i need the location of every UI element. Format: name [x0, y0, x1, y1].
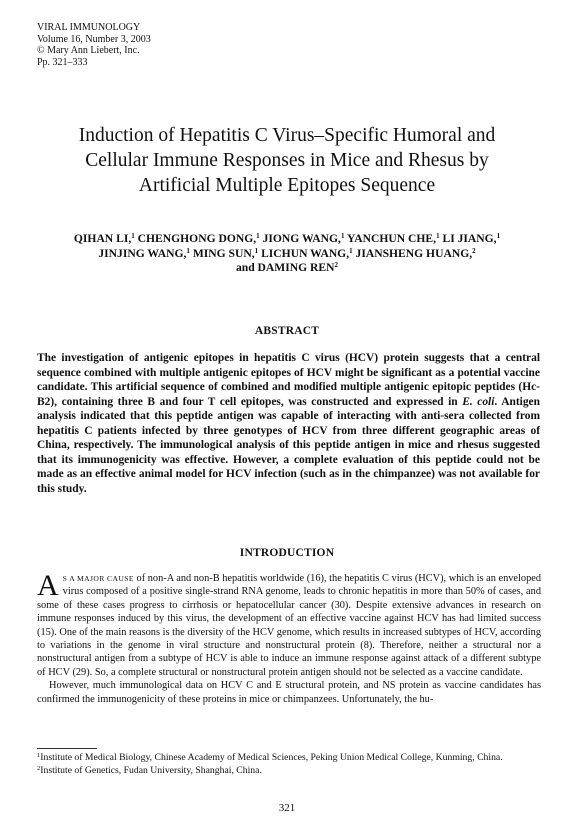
- body-paragraph: [37, 569, 542, 679]
- journal-volume: Volume 16, Number 3, 2003: [37, 33, 151, 45]
- author-name: LICHUN WANG,: [261, 246, 350, 260]
- author-name: and DAMING REN: [235, 261, 335, 274]
- affiliation-mark: 1: [340, 232, 345, 240]
- title-line: Induction of Hepatitis C Virus–Specific Humoral and: [78, 125, 496, 146]
- abstract-body: [37, 351, 540, 496]
- author-name: JIANSHENG HUANG,: [355, 246, 473, 260]
- author-name: JINJING WANG,: [98, 246, 187, 260]
- affiliation-mark: 1: [186, 246, 190, 255]
- affiliation-mark: 1: [256, 232, 260, 240]
- affiliation-mark: 1: [496, 232, 501, 240]
- footnote-mark: 2: [37, 764, 41, 772]
- footnotes: [37, 752, 541, 777]
- title-line: Cellular Immune Responses in Mice and Rhesus by: [85, 150, 489, 171]
- abstract-text: . Antigen analysis indicated that this peptide antigen was capable of interacting with anti-sera collected from hepatitis C patients infected by three genotypes of HCV from three different geographic areas of China, respectively. The immunological analysis of this peptide antigen in mice and rhesus suggested that its immunogenicity was effective. However, a complete evaluation of this peptide could not be made as an effective animal model for HCV infection (such as in the chimpanzee) was not available for this study.: [37, 395, 540, 495]
- abstract-paragraph: [37, 351, 540, 496]
- author-name: CHENGHONG DONG,: [137, 232, 257, 245]
- affiliation-mark: 2: [334, 261, 339, 269]
- abstract-heading: ABSTRACT: [254, 325, 320, 337]
- journal-pages: Pp. 321–333: [37, 56, 88, 68]
- affiliation-mark: 1: [131, 232, 135, 240]
- author-name: JIONG WANG,: [262, 232, 341, 245]
- author-name: QIHAN LI,: [73, 232, 132, 245]
- author-name: MING SUN,: [192, 246, 255, 260]
- affiliation-mark: 2: [472, 246, 476, 255]
- author-name: YANCHUN CHE,: [346, 232, 437, 245]
- small-caps-lead: S A MAJOR CAUSE: [62, 574, 134, 583]
- footnote: [37, 752, 541, 765]
- paragraph-text: of non-A and non-B hepatitis worldwide (16), the hepatitis C virus (HCV), which is an enveloped virus composed of a positive single-strand RNA genome, leads to chronic hepatitis in more than 50% of cases, and some of these cases progress to cirrhosis or hepatocellular cancer (30). Despite extensive advances in research on immune responses induced by this virus, the development of an effective vaccine against HCV has had limited success (15). One of the main reasons is the diversity of the HCV genome, which results in increased subtypes of HCV, according to variations in the genome in viral structure and nonstructural protein (8). Therefore, neither a structural nor a nonstructural antigen from a subtype of HCV is able to induce an immune response against attack of a different subtype of HCV (29). So, a complete structural or nonstructural protein antigen should not be selected as a vaccine candidate.: [37, 573, 542, 678]
- affiliation-mark: 1: [436, 232, 440, 240]
- drop-cap: A: [37, 569, 59, 602]
- author-line: [30, 247, 544, 262]
- author-line: [30, 232, 544, 247]
- affiliation-mark: 1: [254, 246, 259, 255]
- footnote-rule: [37, 748, 97, 749]
- abstract-text: The investigation of antigenic epitopes in hepatitis C virus (HCV) protein suggests that a central sequence combined with multiple antigenic epitopes of HCV might be significant as a potential vaccine candidate. This artificial sequence of combined and modified multiple antigenic epitopic peptides (Hc-B2), containing three B and four T cell epitopes, was constructed and expressed in: [37, 352, 540, 408]
- footnote-mark: 1: [37, 752, 41, 759]
- journal-info: [37, 22, 151, 68]
- page-number: 321: [278, 802, 296, 814]
- journal-name: VIRAL IMMUNOLOGY: [37, 22, 141, 33]
- article-title: [30, 123, 544, 198]
- author-list: [30, 232, 544, 276]
- author-name: LI JIANG,: [442, 232, 497, 245]
- journal-copyright: © Mary Ann Liebert, Inc.: [37, 45, 140, 56]
- author-line: [30, 261, 544, 276]
- footnote: [37, 765, 541, 778]
- footnote-text: Institute of Genetics, Fudan University, Shanghai, China.: [40, 764, 262, 776]
- introduction-body: [37, 569, 542, 706]
- introduction-heading: INTRODUCTION: [239, 547, 335, 559]
- affiliation-mark: 1: [349, 246, 353, 255]
- footnote-text: Institute of Medical Biology, Chinese Academy of Medical Sciences, Peking Union Medical College, Kunming, China.: [40, 752, 503, 763]
- organism-name: E. coli: [462, 395, 495, 408]
- body-paragraph: However, much immunological data on HCV C and E structural protein, and NS protein as vaccine candidates has confirmed the immunogenicity of these proteins in mice or chimpanzees. Unfortunately, the hu-: [37, 680, 541, 705]
- title-line: Artificial Multiple Epitopes Sequence: [138, 175, 436, 196]
